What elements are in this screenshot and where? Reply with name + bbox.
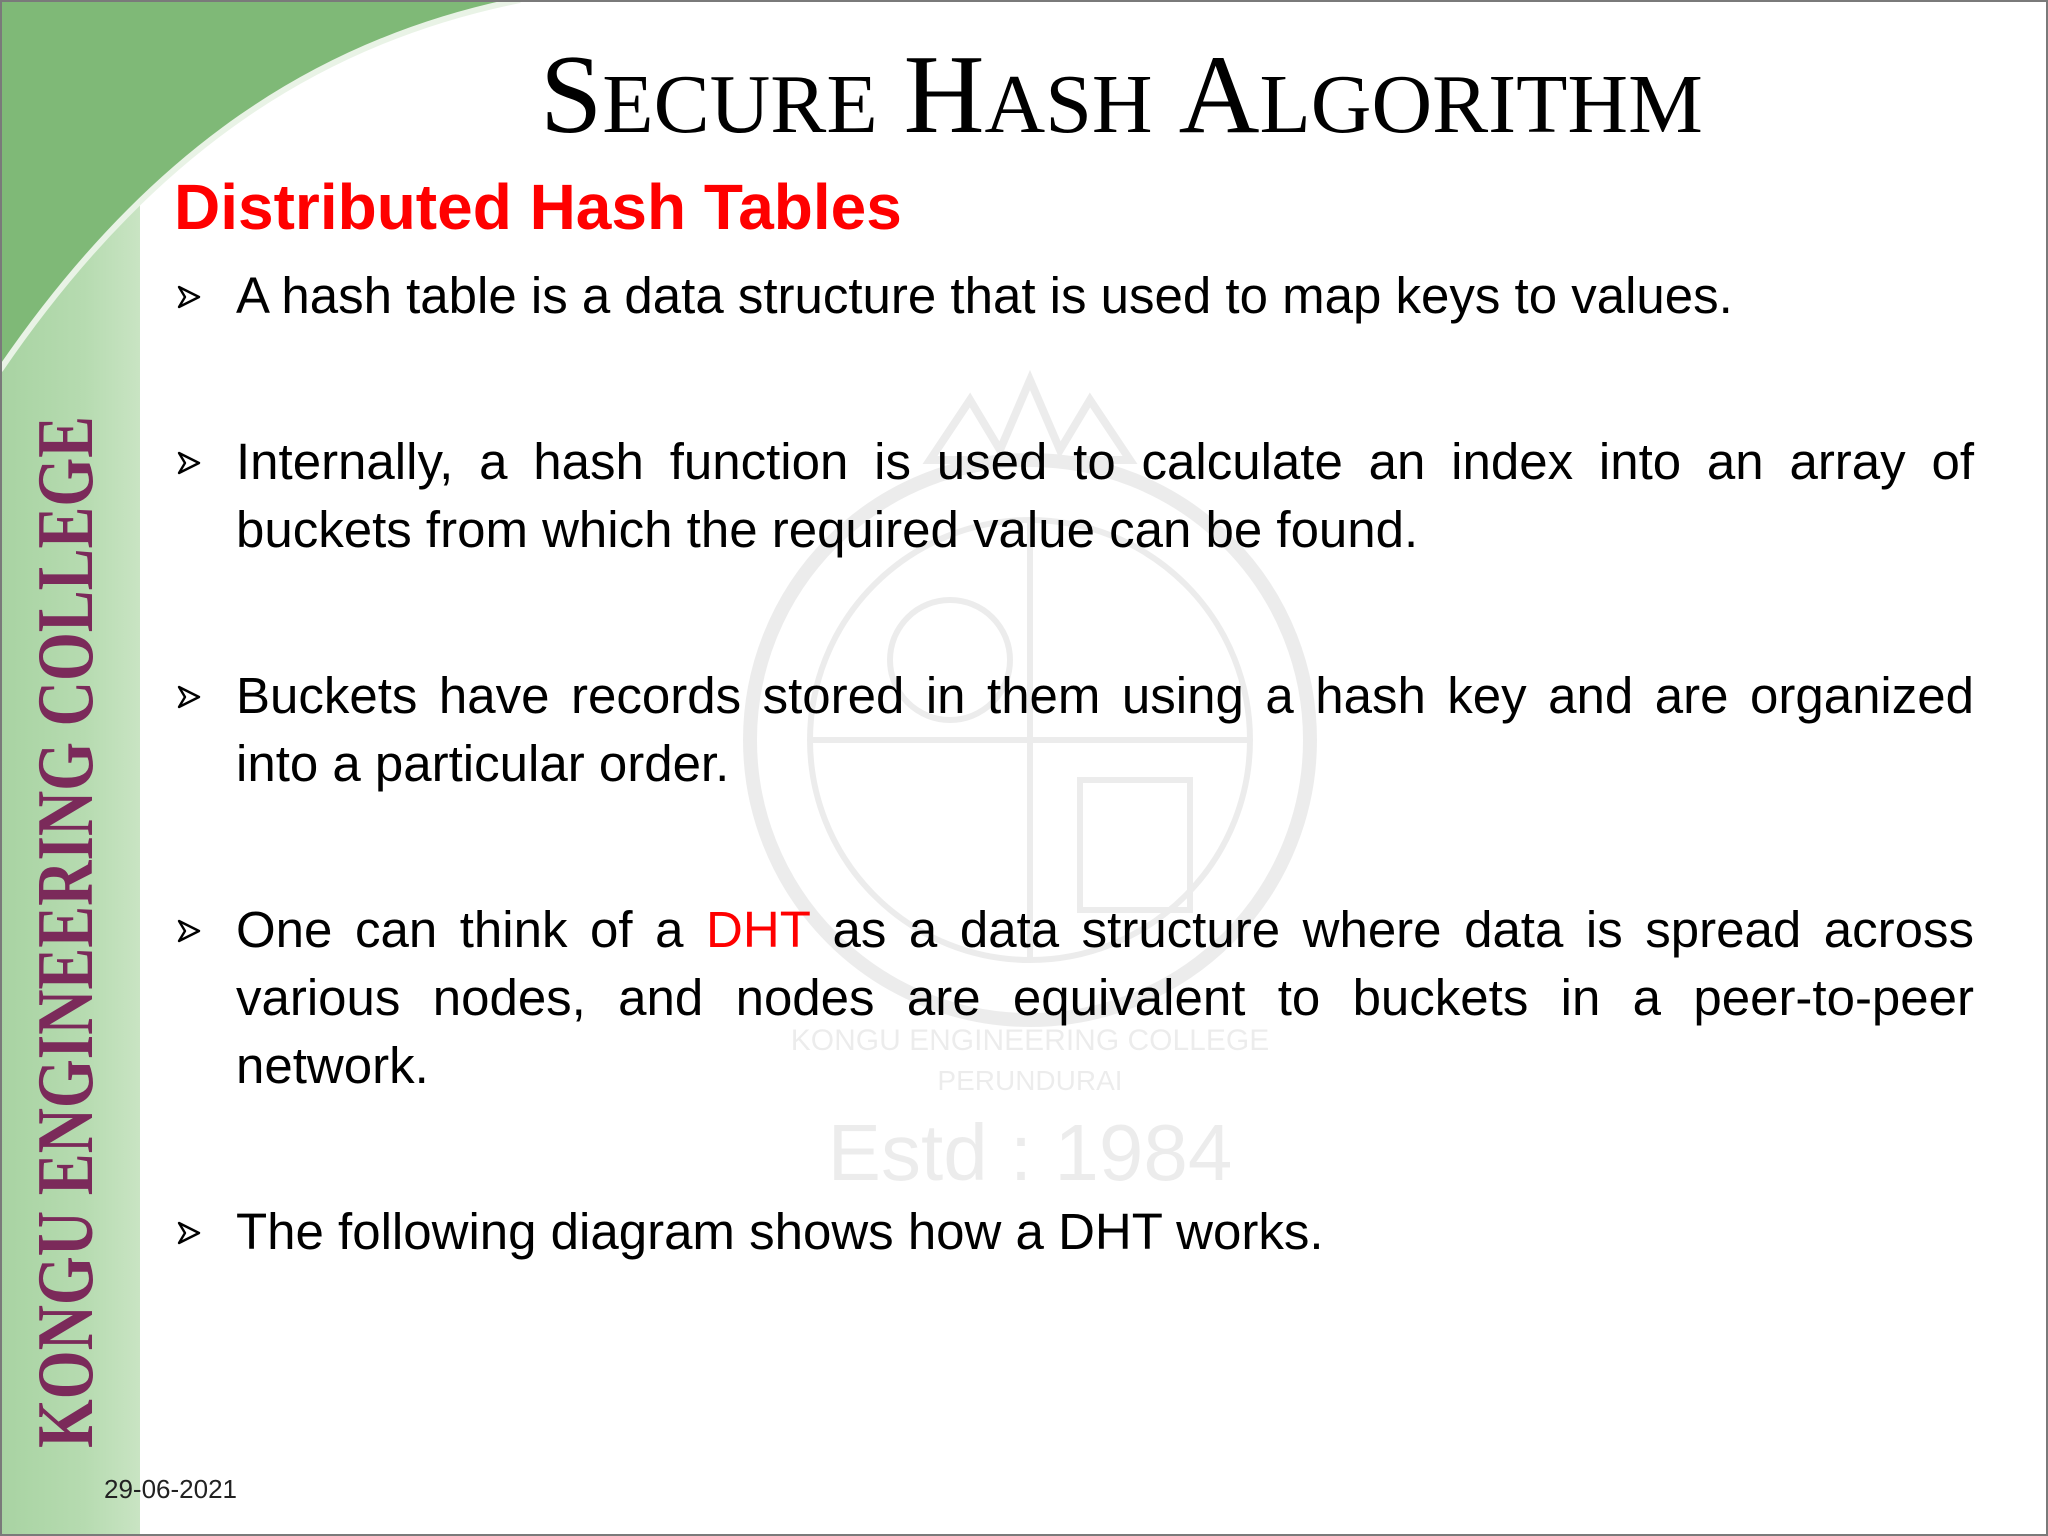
arrow-bullet-icon [176, 918, 202, 944]
arrow-bullet-icon [176, 450, 202, 476]
college-name-text: KONGU ENGINEERING COLLEGE [22, 132, 110, 1448]
title-word1-rest: ECURE [602, 58, 878, 151]
title-word2-rest: ASH [984, 58, 1153, 151]
bullet-list [174, 262, 1974, 1364]
arrow-bullet-icon [176, 1220, 202, 1246]
watermark-line-1: KONGU ENGINEERING COLLEGE [790, 1024, 1270, 1057]
watermark-line-2: PERUNDURAI [937, 1065, 1123, 1096]
bullet-text: The following diagram shows how a DHT works. [236, 1203, 1324, 1260]
title-word2-initial: H [903, 33, 985, 157]
dht-highlight: DHT [706, 901, 810, 958]
slide-title [540, 30, 1940, 170]
bullet-item [174, 428, 1974, 564]
watermark-line-3: Estd : 1984 [827, 1108, 1233, 1197]
bullet-text-before: One can think of a [236, 901, 707, 958]
bullet-item [174, 662, 1974, 798]
bullet-item [174, 1198, 1974, 1266]
section-heading: Distributed Hash Tables [174, 171, 902, 243]
title-word3-initial: A [1178, 33, 1260, 157]
college-name-vertical [0, 0, 140, 1536]
bullet-item [174, 896, 1974, 1100]
title-word3-rest: LGORITHM [1259, 58, 1703, 151]
arrow-bullet-icon [176, 684, 202, 710]
title-word1-initial: S [540, 33, 603, 157]
arrow-bullet-icon [176, 284, 202, 310]
bullet-text: Buckets have records stored in them using a hash key and are organized into a particular order. [236, 667, 1974, 792]
bullet-item [174, 262, 1974, 330]
bullet-text: Internally, a hash function is used to calculate an index into an array of buckets from which the required value can be found. [236, 433, 1974, 558]
bullet-text: A hash table is a data structure that is used to map keys to values. [236, 267, 1733, 324]
slide-date: 29-06-2021 [104, 1474, 237, 1504]
bullet-text-after: as a data structure where data is spread across various nodes, and nodes are equivalent to buckets in a peer-to-peer network. [236, 901, 1974, 1094]
